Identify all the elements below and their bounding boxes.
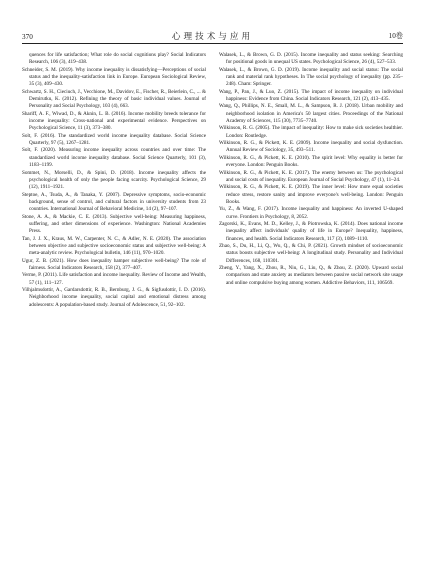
reference-entry: Yu, Z., & Wang, F. (2017). Income inequality and happiness: An inverted U-shaped curve. Frontiers in Psychology, 8, 2052. — [219, 206, 403, 220]
reference-entry: Steptoe, A., Tsuda, A., & Tanaka, Y. (2007). Depressive symptoms, socio-economic background, sense of control, and cultural factors in university students from 23 countries. International Journal of Behavioral Medicine, 14 (2), 97–107. — [22, 191, 206, 213]
reference-entry: Wilkinson, R. G., & Pickett, K. E. (2009). Income inequality and social dysfunction. Annual Review of Sociology, 35, 493–511. — [219, 140, 403, 154]
volume-label: 10卷 — [388, 32, 403, 40]
reference-entry: Verme, P. (2011). Life satisfaction and income inequality. Review of Income and Wealth, 57 (1), 111–127. — [22, 272, 206, 286]
reference-entry: Stone, A. A., & Mackie, C. E. (2013). Subjective well-being: Measuring happiness, suffering, and other dimensions of experience. Washington: National Academies Press. — [22, 213, 206, 235]
reference-entry: Sommet, N., Morselli, D., & Spini, D. (2018). Income inequality affects the psychological health of only the people facing scarcity. Psychological Science, 29 (12), 1911–1921. — [22, 169, 206, 191]
reference-entry: Zagorski, K., Evans, M. D., Kelley, J., & Piotrowska, K. (2014). Does national income inequality affect individuals' quality of life in Europe? Inequality, happiness, finances, and health. Social Indicators Research, 117 (3), 1089–1110. — [219, 220, 403, 242]
running-header — [22, 29, 403, 44]
reference-entry: quences for life satisfaction; What role do social cognitions play? Social Indicators Research, 106 (3), 419–438. — [29, 52, 206, 66]
reference-entry: Walasek, L., & Brown, G. D. (2019). Income inequality and social status: The social rank and material rank hypotheses. In The social psychology of inequality (pp. 235–248). Cham: Springer. — [219, 66, 403, 88]
reference-entry: Wilkinson, R. G. (2005). The impact of inequality: How to make sick societies healthier. London: Routledge. — [219, 125, 403, 139]
reference-entry: Tan, J. J. X., Kraus, M. W., Carpenter, N. C., & Adler, N. E. (2020). The association between objective and subjective socioeconomic status and subjective well-being: A meta-analytic review. Psychological bulletin, 146 (11), 970–1020. — [22, 235, 206, 257]
reference-entry: Wilkinson, R. G., & Pickett, K. E. (2019). The inner level: How more equal societies reduce stress, restore sanity and improve everyone's well-being. London: Penguin Books. — [219, 184, 403, 205]
reference-entry: Wilkinson, R. G., & Pickett, K. E. (2010). The spirit level: Why equality is better for everyone. London: Penguin Books. — [219, 154, 403, 169]
journal-title: 心理技术与应用 — [171, 31, 254, 41]
page-number: 370 — [22, 33, 33, 41]
references-body — [22, 52, 403, 560]
reference-entry: Walasek, L., & Brown, G. D. (2015). Income inequality and status seeking: Searching for positional goods in unequal US states. Psychological Science, 26 (4), 527–533. — [219, 52, 403, 66]
reference-entry: Ugur, Z. B. (2021). How does inequality hamper subjective well-being? The role of fairness. Social Indicators Research, 158 (2), 377–407. — [22, 257, 206, 271]
reference-entry: Schneider, S. M. (2019). Why income inequality is dissatisfying—Perceptions of social status and the inequality-satisfaction link in Europe. European Sociological Review, 35 (3), 409–430. — [22, 66, 206, 88]
reference-entry: Zheng, Y., Yang, X., Zhou, R., Niu, G., Liu, Q., & Zhou, Z. (2020). Upward social comparison and state anxiety as mediators between passive social network site usage and online compulsive buying among women. Addictive Behaviors, 111, 106569. — [219, 264, 403, 286]
reference-entry: Shariff, A. F., Wiwad, D., & Aknin, L. B. (2016). Income mobility breeds tolerance for income inequality: Cross-national and experimental evidence. Perspectives on Psychological Science, 11 (3), 373–380. — [22, 110, 206, 132]
reference-entry: Wilkinson, R. G., & Pickett, K. E. (2017). The enemy between us: The psychological and social costs of inequality. European Journal of Social Psychology, 47 (1), 11–24. — [219, 169, 403, 183]
reference-entry: Zhao, S., Du, H., Li, Q., Wu, Q., & Chi, P. (2021). Growth mindset of socioeconomic status boosts subjective well-being: A longitudinal study. Personality and Individual Differences, 168, 110301. — [219, 242, 403, 264]
reference-entry: Wang, P., Pan, J., & Luo, Z. (2015). The impact of income inequality on individual happiness: Evidence from China. Social Indicators Research, 121 (2), 413–435. — [219, 88, 403, 103]
reference-entry: Solt, F. (2020). Measuring income inequality across countries and over time: The standardized world income inequality database. Social Science Quarterly, 101 (3), 1183–1199. — [22, 147, 206, 169]
references-column-left — [22, 52, 206, 560]
reference-entry: Solt, F. (2016). The standardized world income inequality database. Social Science Quarterly, 97 (5), 1267–1281. — [22, 132, 206, 147]
references-column-right — [219, 52, 403, 560]
reference-entry: Schwartz, S. H., Cieciuch, J., Vecchione, M., Davidov, E., Fischer, R., Beierlein, C., ... & Demirutku, K. (2012). Refining the theory of basic individual values. Journal of Personality and Social Psychology, 103 (4), 663. — [22, 88, 206, 110]
reference-entry: Wang, Q., Phillips, N. E., Small, M. L., & Sampson, R. J. (2018). Urban mobility and neighborhood isolation in America's 50 largest cities. Proceedings of the National Academy of Sciences, 115 (30), 7735–7740. — [219, 103, 403, 125]
reference-entry: Vilhjalmsdottir, A., Gardarsdottir, R. B., Bernburg, J. G., & Sigfusdottir, I. D. (2016). Neighborhood income inequality, social capital and emotional distress among adolescents: A population-based study. Journal of Adolescence, 51, 92–102. — [22, 287, 206, 308]
